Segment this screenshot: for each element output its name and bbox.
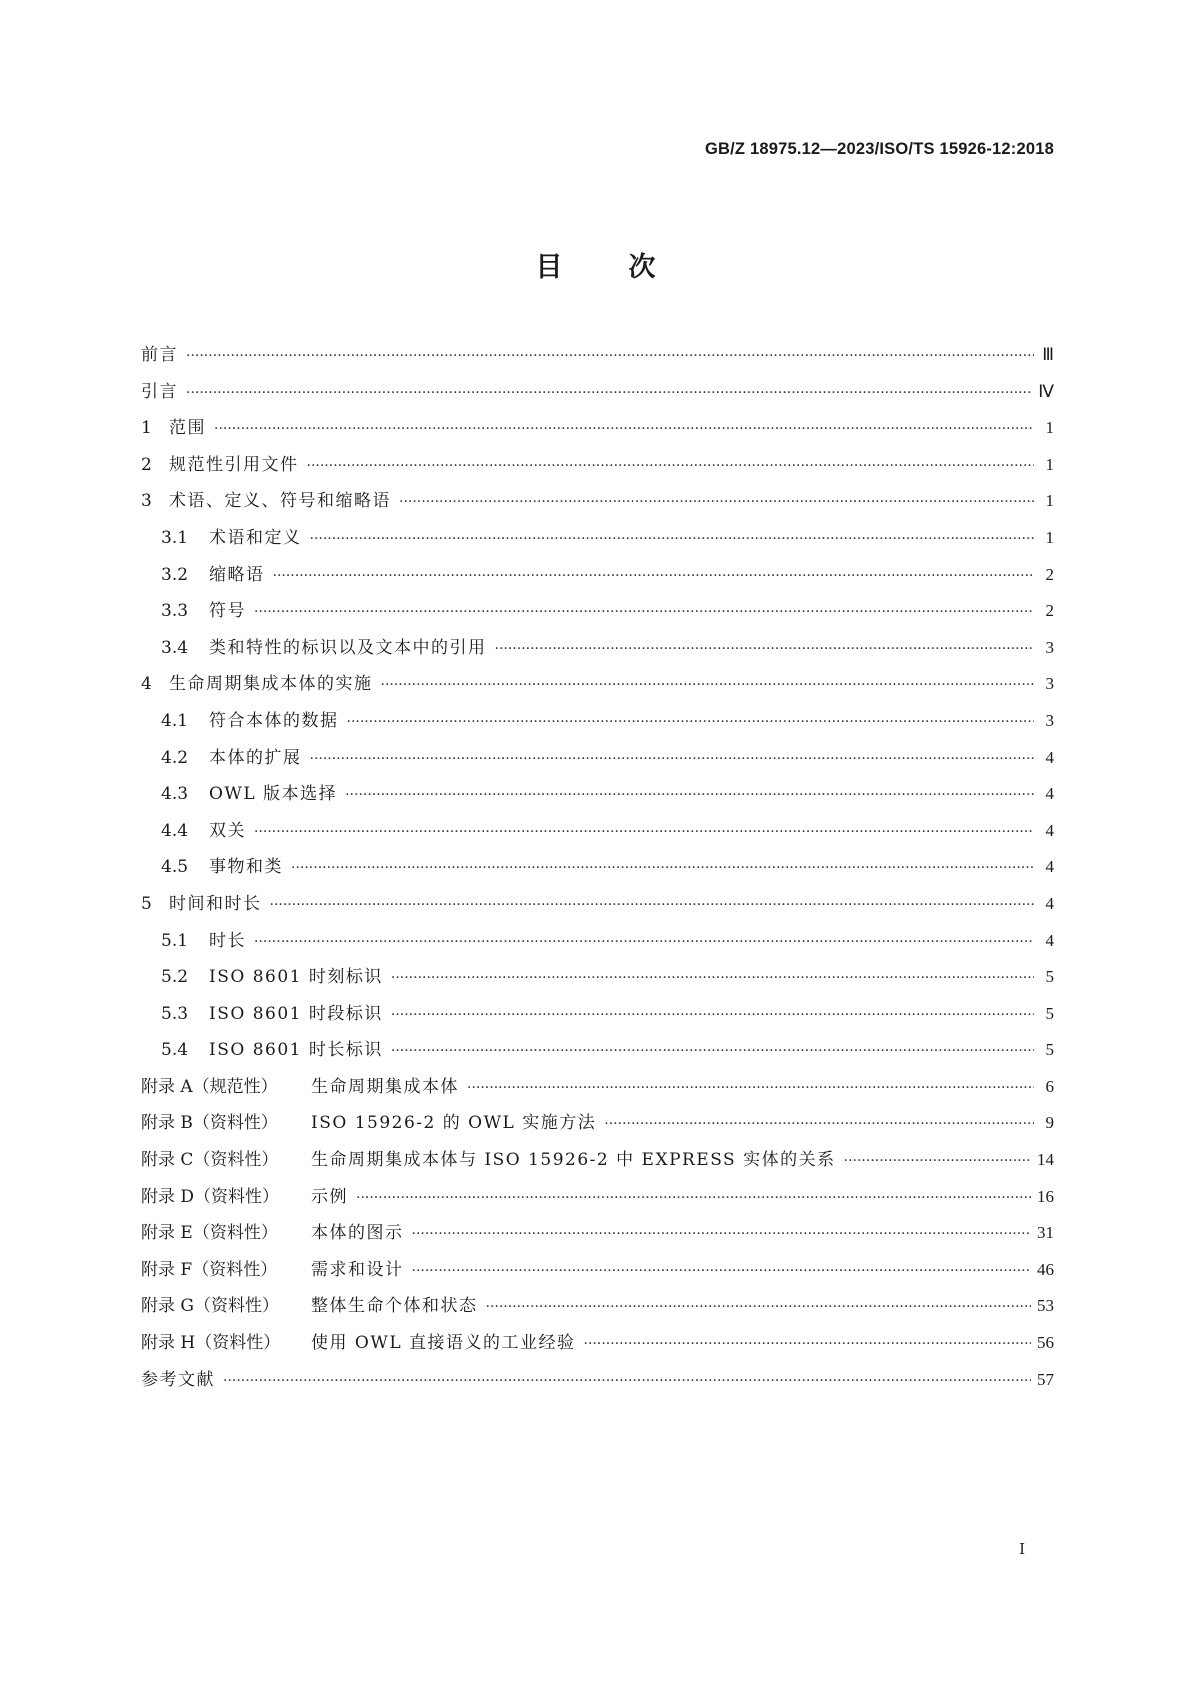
toc-entry-number: 附录 A（规范性） [141,1076,278,1097]
dot-leader [347,711,1035,731]
toc-entry-label: 示例 [311,1186,348,1207]
toc-entry-number: 5.2 [161,967,189,988]
toc-entry-label: 本体的图示 [311,1223,404,1244]
dot-leader [186,382,1032,402]
toc-entry-page: 3 [1045,637,1054,657]
toc-entry-page: 16 [1037,1186,1054,1206]
toc-entry-page: 56 [1037,1333,1054,1353]
toc-entry[interactable] [141,962,1054,999]
toc-entry-page: Ⅳ [1038,381,1054,401]
dot-leader [273,565,1035,585]
toc-entry-number: 1 [141,418,152,439]
toc-entry-page: 3 [1045,674,1054,694]
toc-entry-page: 14 [1037,1150,1054,1170]
page-title-right: 次 [628,252,656,283]
toc-entry[interactable] [141,1108,1054,1145]
toc-entry[interactable] [141,779,1054,816]
toc-entry[interactable] [141,486,1054,523]
toc-entry-label: 规范性引用文件 [169,454,299,475]
toc-entry-label: 生命周期集成本体与 ISO 15926-2 中 EXPRESS 实体的关系 [311,1150,836,1171]
toc-entry-page: 57 [1037,1369,1054,1389]
dot-leader [486,1296,1032,1316]
toc-entry-page: 1 [1045,454,1054,474]
toc-entry-label: 时长 [209,930,246,951]
toc-entry-number: 5 [141,893,152,914]
toc-entry[interactable] [141,1035,1054,1072]
dot-leader [345,784,1034,804]
toc-entry[interactable] [141,999,1054,1036]
dot-leader [495,638,1035,658]
toc-entry[interactable] [141,706,1054,743]
toc-entry-number: 5.1 [161,930,189,951]
toc-entry[interactable] [141,340,1054,377]
dot-leader [214,418,1034,438]
toc-entry-number: 附录 B（资料性） [141,1113,278,1134]
toc-entry-label: 符合本体的数据 [209,710,339,731]
toc-entry-label: 范围 [169,418,206,439]
toc-entry-page: 3 [1045,710,1054,730]
toc-entry-page: 5 [1045,967,1054,987]
dot-leader [270,894,1035,914]
dot-leader [391,967,1034,987]
toc-entry-page: 5 [1045,1040,1054,1060]
toc-entry-label: 术语和定义 [209,527,302,548]
toc-entry-number: 3 [141,491,152,512]
toc-entry[interactable] [141,1255,1054,1292]
page-title [0,245,1191,284]
toc-entry-number: 3.2 [161,564,189,585]
table-of-contents [141,340,1054,1401]
toc-entry-number: 5.4 [161,1040,189,1061]
toc-entry-page: 2 [1045,564,1054,584]
toc-entry-page: 4 [1045,930,1054,950]
dot-leader [186,345,1034,365]
toc-entry-page: 1 [1045,491,1054,511]
toc-entry-label: 符号 [209,601,246,622]
dot-leader [412,1260,1032,1280]
toc-entry-page: 46 [1037,1259,1054,1279]
toc-entry-label: 引言 [141,381,178,402]
toc-entry-number: 附录 F（资料性） [141,1259,278,1280]
dot-leader [310,748,1035,768]
toc-entry[interactable] [141,1328,1054,1365]
dot-leader [584,1333,1031,1353]
dot-leader [391,1004,1034,1024]
dot-leader [381,674,1035,694]
toc-entry-number: 附录 D（资料性） [141,1186,280,1207]
toc-entry-page: 4 [1045,893,1054,913]
toc-entry-number: 4.1 [161,710,189,731]
toc-entry-number: 4.5 [161,857,189,878]
toc-entry[interactable] [141,377,1054,414]
toc-entry[interactable] [141,523,1054,560]
toc-entry[interactable] [141,1072,1054,1109]
toc-entry-number: 附录 C（资料性） [141,1150,279,1171]
dot-leader [254,931,1034,951]
toc-entry-label: ISO 8601 时刻标识 [209,967,383,988]
dot-leader [223,1370,1031,1390]
page-title-left: 目 [535,252,563,283]
toc-entry[interactable] [141,1365,1054,1402]
dot-leader [307,455,1035,475]
toc-entry[interactable] [141,413,1054,450]
toc-entry-label: 整体生命个体和状态 [311,1296,478,1317]
toc-entry[interactable] [141,450,1054,487]
dot-leader [310,528,1035,548]
toc-entry-page: 9 [1045,1113,1054,1133]
toc-entry-page: 2 [1045,601,1054,621]
toc-entry-number: 4.4 [161,820,189,841]
toc-entry-number: 2 [141,454,152,475]
toc-entry-page: 4 [1045,784,1054,804]
toc-entry[interactable] [141,926,1054,963]
toc-entry-label: 事物和类 [209,857,283,878]
toc-entry-number: 附录 H（资料性） [141,1333,281,1354]
toc-entry-number: 附录 G（资料性） [141,1296,279,1317]
toc-entry-page: 5 [1045,1003,1054,1023]
dot-leader [604,1113,1034,1133]
toc-entry-label: 本体的扩展 [209,747,302,768]
toc-entry-number: 4 [141,674,152,695]
dot-leader [254,601,1034,621]
toc-entry-label: ISO 8601 时长标识 [209,1040,383,1061]
toc-entry-label: 生命周期集成本体的实施 [169,674,373,695]
toc-entry-number: 附录 E（资料性） [141,1223,278,1244]
toc-entry[interactable] [141,743,1054,780]
dot-leader [291,857,1034,877]
standard-code-header: GB/Z 18975.12—2023/ISO/TS 15926-12:2018 [704,140,1054,158]
toc-entry-page: 4 [1045,820,1054,840]
toc-entry-page: 31 [1037,1223,1054,1243]
toc-entry-page: 1 [1045,418,1054,438]
toc-entry-label: 缩略语 [209,564,265,585]
toc-entry-page: 6 [1045,1076,1054,1096]
toc-entry[interactable] [141,1182,1054,1219]
dot-leader [844,1150,1031,1170]
toc-entry-label: 前言 [141,345,178,365]
toc-entry-page: Ⅲ [1042,345,1054,364]
toc-entry-label: ISO 15926-2 的 OWL 实施方法 [311,1113,597,1134]
toc-entry-number: 4.2 [161,747,189,768]
dot-leader [254,821,1034,841]
toc-entry-label: OWL 版本选择 [209,784,338,805]
toc-entry-page: 1 [1045,527,1054,547]
toc-entry-number: 3.4 [161,637,189,658]
toc-entry-page: 4 [1045,857,1054,877]
dot-leader [391,1040,1034,1060]
toc-entry-number: 5.3 [161,1003,189,1024]
toc-entry[interactable] [141,889,1054,926]
toc-entry-number: 3.3 [161,601,189,622]
dot-leader [467,1077,1034,1097]
dot-leader [399,491,1034,511]
page-number: Ⅰ [1019,1540,1025,1558]
toc-entry[interactable] [141,816,1054,853]
toc-entry-label: 时间和时长 [169,893,262,914]
toc-entry-label: ISO 8601 时段标识 [209,1003,383,1024]
toc-entry[interactable] [141,852,1054,889]
toc-entry-page: 53 [1037,1296,1054,1316]
dot-leader [356,1187,1031,1207]
toc-entry[interactable] [141,560,1054,597]
toc-entry[interactable] [141,1291,1054,1328]
toc-entry-label: 双关 [209,820,246,841]
dot-leader [412,1223,1032,1243]
toc-entry-number: 3.1 [161,527,189,548]
toc-entry-label: 参考文献 [141,1369,215,1390]
toc-entry[interactable] [141,596,1054,633]
toc-entry[interactable] [141,1145,1054,1182]
toc-entry-label: 需求和设计 [311,1259,404,1280]
toc-entry-label: 术语、定义、符号和缩略语 [169,491,391,512]
toc-entry[interactable] [141,1218,1054,1255]
toc-entry-label: 使用 OWL 直接语义的工业经验 [311,1333,576,1354]
toc-entry[interactable] [141,633,1054,670]
toc-entry[interactable] [141,669,1054,706]
toc-entry-label: 类和特性的标识以及文本中的引用 [209,637,487,658]
toc-entry-number: 4.3 [161,784,189,805]
toc-entry-page: 4 [1045,747,1054,767]
toc-entry-label: 生命周期集成本体 [311,1076,459,1097]
